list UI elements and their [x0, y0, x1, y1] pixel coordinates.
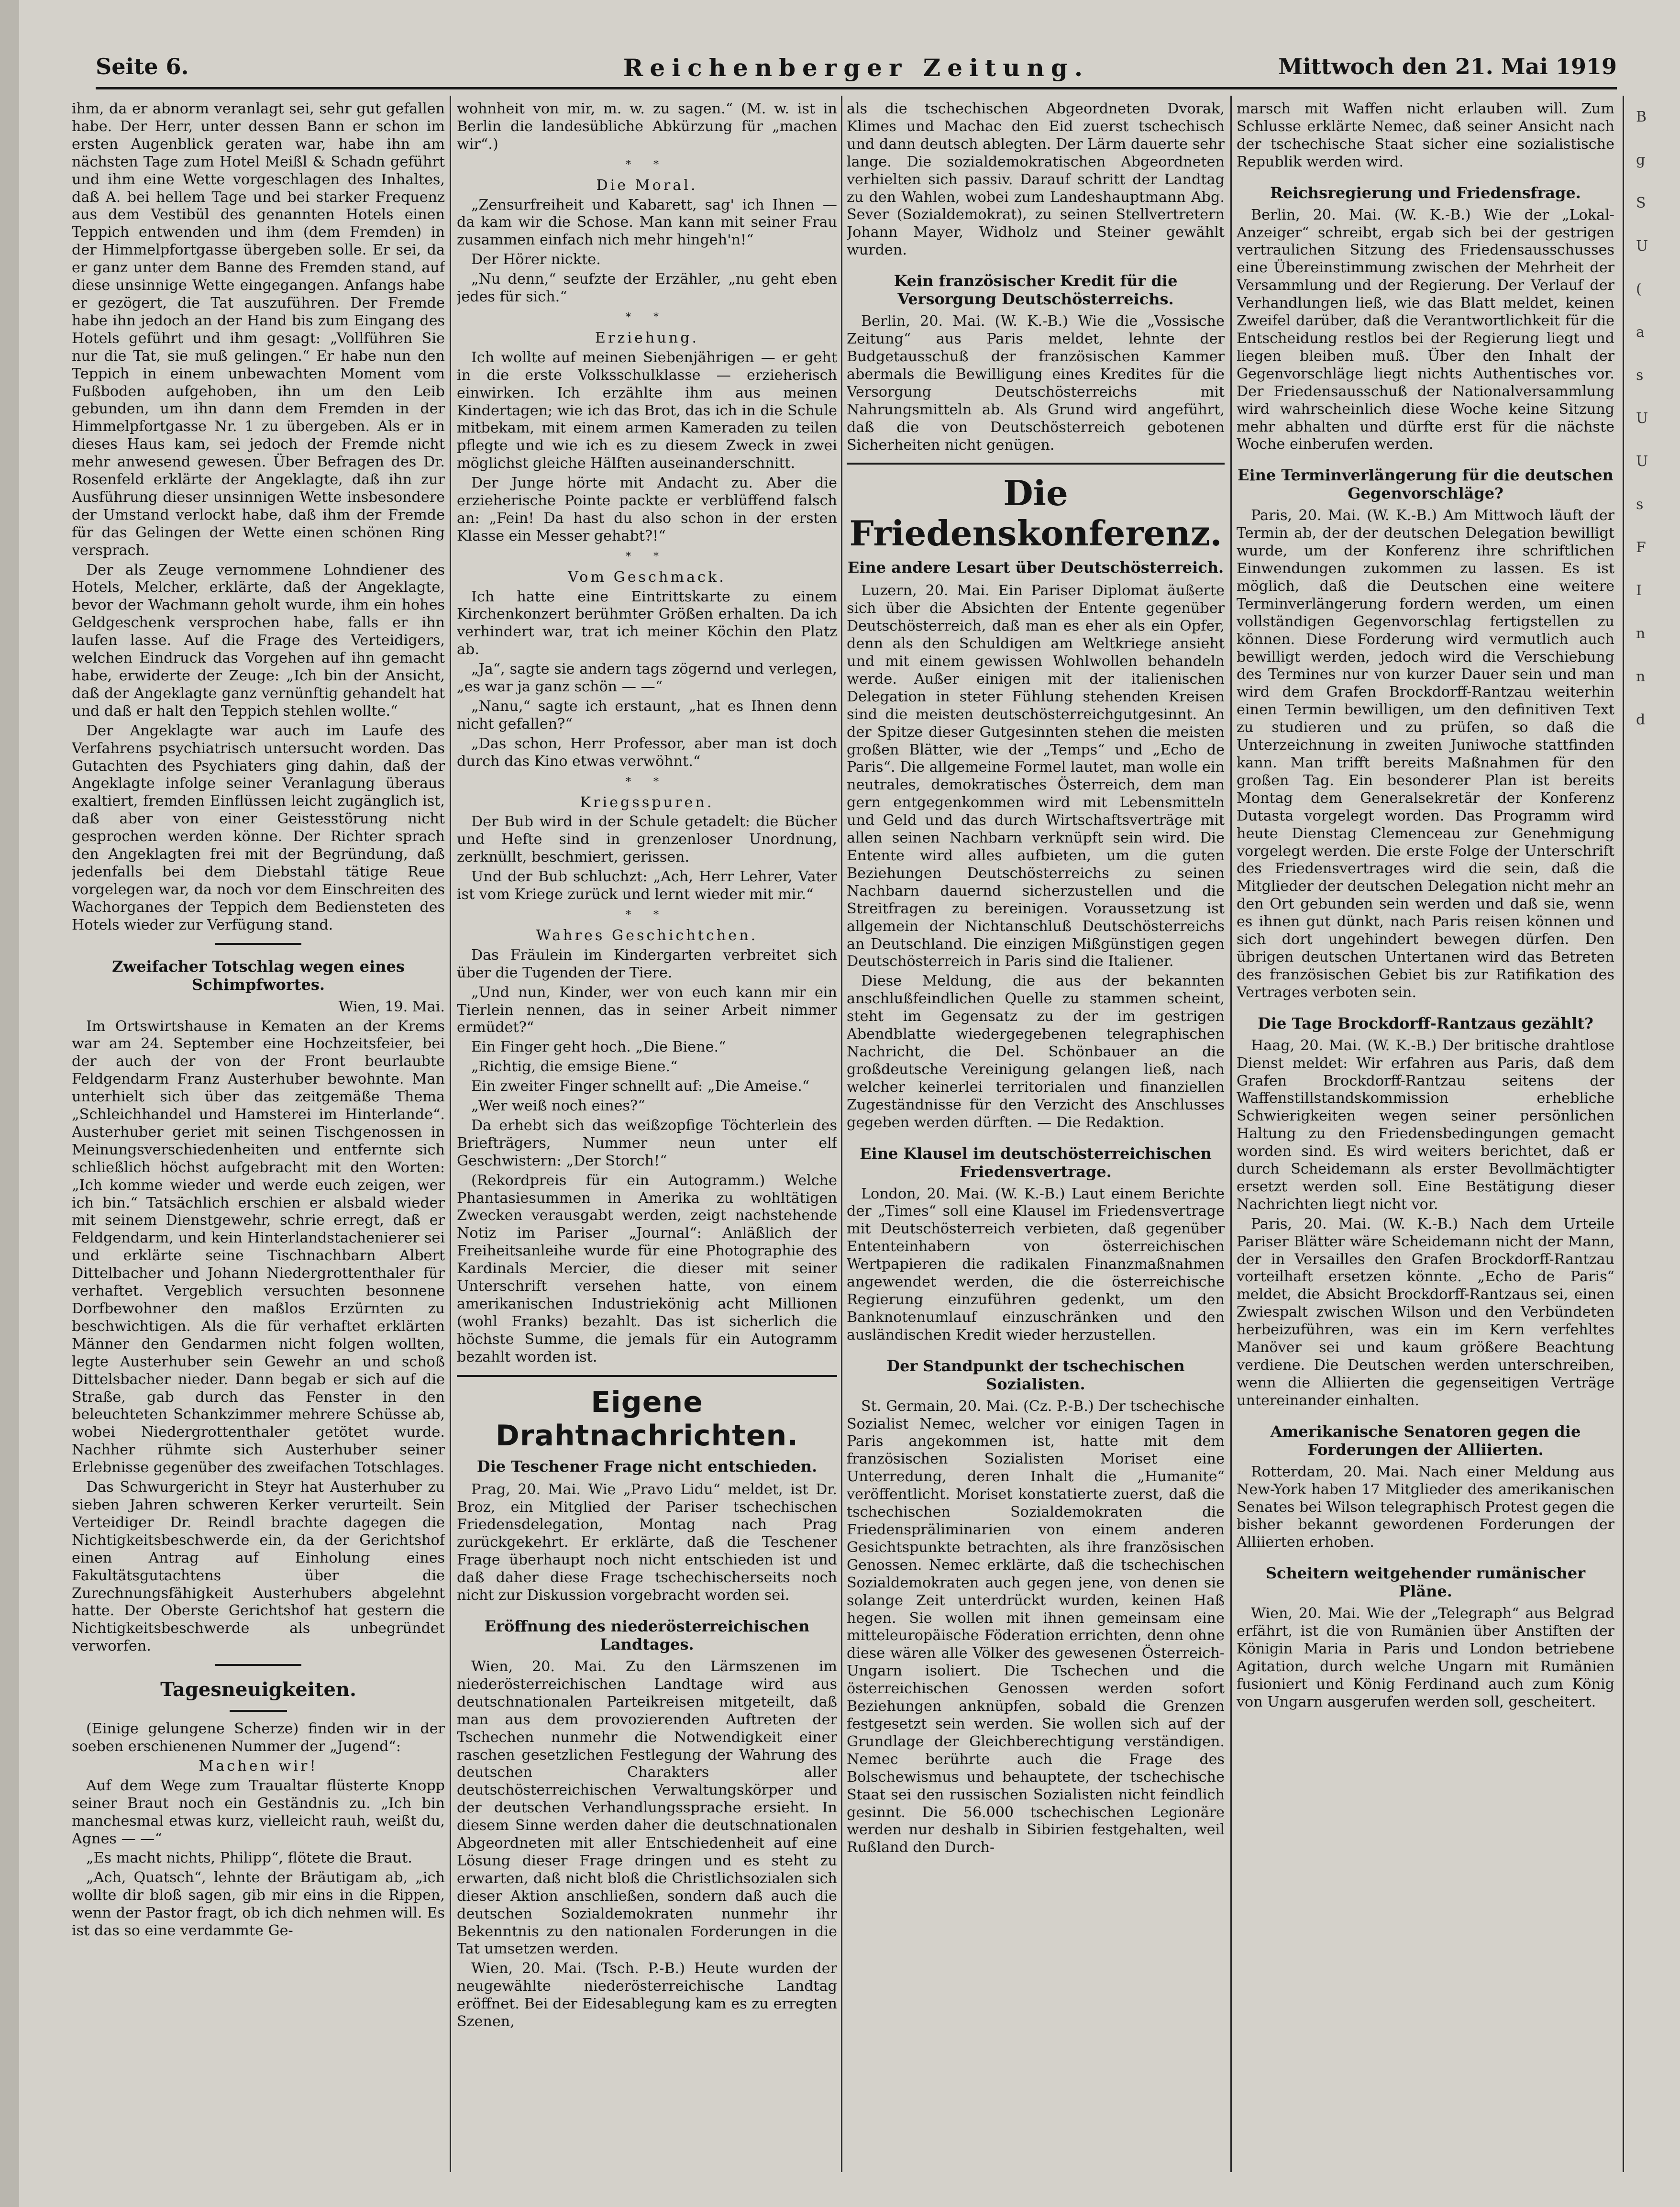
article-paragraph: Wien, 20. Mai. (Tsch. P.-B.) Heute wurden der neugewählte niederösterreichische Landtag eröffnet. Bei der Eidesablegung kam es zu erregten Szenen, — [457, 1960, 837, 2030]
article-paragraph: „Ach, Quatsch“, lehnte der Bräutigam ab, „ich wollte dir bloß sagen, gib mir eins in die Rippen, wenn der Pastor fragt, ob ich dich nehmen will. Es ist das so eine verdammte Ge- — [72, 1869, 445, 1940]
article-paragraph: Der Hörer nickte. — [471, 251, 601, 268]
column-rule — [841, 96, 842, 2172]
fragment-letter: S — [1636, 195, 1646, 211]
article-paragraph: Und der Bub schluchzt: „Ach, Herr Lehrer, Vater ist vom Kriege zurück und lernt wieder mit mir.“ — [457, 868, 837, 903]
article-paragraph: (Rekordpreis für ein Autogramm.) Welche Phantasiesummen in Amerika zu wohltätigen Zwecken verausgabt werden, zeigt nachstehende Notiz im Pariser „Journal“: Anläßlich der Freiheitsanleihe wurde für eine Photographie des Kardinals Mercier, die dieser mit seiner Unterschrift versehen hatte, von einem amerikanischen Industriekönig acht Millionen (wohl Franks) bezahlt. Das ist sicherlich die höchste Summe, die jemals für ein Autogramm bezahlt worden ist. — [457, 1172, 837, 1365]
article-headline: Die Teschener Frage nicht entschieden. — [476, 1457, 818, 1475]
article-paragraph: „Nanu,“ sagte ich erstaunt, „hat es Ihnen denn nicht gefallen?“ — [457, 698, 837, 732]
separator-stars: * * — [626, 550, 668, 563]
subheading: Vom Geschmack. — [568, 568, 726, 586]
article-paragraph: Der als Zeuge vernommene Lohndiener des Hotels, Melcher, erklärte, daß der Angeklagte, bevor der Wachmann geholt wurde, ihm ein hohes Geldgeschenk versprochen habe, falls er ihn laufen lasse. Auf die Frage des Verteidigers, welchen Eindruck das Vorgehen auf ihn gemacht habe, erwiderte der Zeuge: „Ich bin der Ansicht, daß der Angeklagte ganz vernünftig gehandelt hat und daß er halt den Teppich stehlen wollte.“ — [72, 561, 445, 720]
separator-stars: * * — [626, 909, 668, 921]
article-paragraph: Das Fräulein im Kindergarten verbreitet sich über die Tugenden der Tiere. — [457, 946, 837, 981]
article-paragraph: Da erhebt sich das weißzopfige Töchterlein des Briefträgers, Nummer neun unter elf Geschwistern: „Der Storch!“ — [457, 1117, 837, 1169]
article-headline: Eröffnung des niederösterreichischen Landtages. — [484, 1617, 810, 1653]
article-paragraph: „Wer weiß noch eines?“ — [471, 1098, 645, 1115]
section-headline: Tagesneuigkeiten. — [160, 1678, 356, 1701]
separator-stars: * * — [626, 311, 668, 323]
article-paragraph: Der Bub wird in der Schule getadelt: die Bücher und Hefte sind in grenzenloser Unordnung, zerknüllt, beschmiert, gerissen. — [457, 813, 837, 866]
article-paragraph: marsch mit Waffen nicht erlauben will. Zum Schlusse erklärte Nemec, daß seiner Ansicht nach der tschechische Staat sicher eine sozialistische Republik werden wird. — [1237, 100, 1614, 170]
article-headline: Scheitern weitgehender rumänischer Pläne. — [1265, 1564, 1586, 1601]
fragment-letter: n — [1636, 625, 1646, 642]
subheading: Kriegsspuren. — [580, 794, 714, 811]
article-paragraph: ihm, da er abnorm veranlagt sei, sehr gut gefallen habe. Der Herr, unter dessen Bann er schon im ersten Augenblick geraten war, habe ihn am nächsten Tage zum Hotel Meißl & Schadn geführt und ihm eine Wette vorgeschlagen des Inhaltes, daß A. bei hellem Tage und bei starker Frequenz aus dem Vestibül des genannten Hotels einen Teppich entwenden und ihm (dem Fremden) in der Himmelpfortgasse übergeben solle. Er sei, da er ganz unter dem Banne des Fremden stand, auf diese unsinnige Wette eingegangen. Anfangs habe er gezögert, die Tat auszuführen. Der Fremde habe ihn jedoch an der Hand bis zum Eingang des Hotels geführt und ihm gesagt: „Vollführen Sie nur die Tat, sie muß gelingen.“ Er habe nun den Teppich in einem unbewachten Moment vom Fußboden aufgehoben, ihn um den Leib gebunden, um ihn dann dem Fremden in der Himmelpfortgasse Nr. 1 zu übergeben. Als er in dieses Haus kam, sei jedoch der Fremde nicht mehr anwesend gewesen. Über Befragen des Dr. Rosenfeld erklärte der Angeklagte, daß ihn zur Ausführung dieser unsinnigen Wette insbesondere der Umstand verlockt habe, daß ihm der Fremde für das Gelingen der Wette einen schönen Ring versprach. — [72, 100, 445, 559]
column-rule — [1230, 96, 1232, 2172]
article-paragraph: Auf dem Wege zum Traualtar flüsterte Knopp seiner Braut noch ein Geständnis zu. „Ich bin manchesmal etwas kurz, vielleicht rauh, weißt du, Agnes — —“ — [72, 1777, 445, 1847]
article-headline: Die Tage Brockdorff-Rantzaus gezählt? — [1258, 1014, 1593, 1032]
section-headline: Die Friedenskonferenz. — [849, 473, 1222, 554]
article-paragraph: Diese Meldung, die aus der bekannten anschlußfeindlichen Quelle zu stammen scheint, steht im Gegensatz zu der im gestrigen Abendblatte wiedergegebenen telegraphischen Nachricht, die Del. Schönbauer an die großdeutsche Vereinigung gelangen ließ, nach welcher keinerlei territorialen und finanziellen Zugeständnisse für den Verzicht des Anschlusses gegeben werden dürften. — Die Redaktion. — [847, 973, 1225, 1131]
fragment-letter: B — [1636, 109, 1647, 125]
article-paragraph: Der Angeklagte war auch im Laufe des Verfahrens psychiatrisch untersucht worden. Das Gutachten des Psychiaters ging dahin, daß der Angeklagte infolge seiner Veranlagung überaus exaltiert, fremden Einflüssen leicht zugänglich ist, daß aber von einer Geistesstörung nicht gesprochen werden könne. Der Richter sprach den Angeklagten frei mit der Begründung, daß jedenfalls bei dem Diebstahl tätige Reue vorgelegen war, da noch vor dem Einschreiten des Wachorganes der Teppich dem Bediensteten des Hotels wieder zur Verfügung stand. — [72, 722, 445, 933]
dateline: Wien, 19. Mai. — [338, 998, 445, 1015]
section-headline: Eigene Drahtnachrichten. — [495, 1385, 799, 1453]
fragment-letter: U — [1636, 453, 1648, 470]
article-headline: Amerikanische Senatoren gegen die Forderungen der Alliierten. — [1270, 1422, 1581, 1459]
fragment-letter: s — [1636, 367, 1644, 384]
column-3 — [847, 100, 1225, 2172]
separator — [215, 1664, 301, 1666]
fragment-letter: g — [1636, 152, 1646, 168]
page-header — [96, 54, 1617, 89]
article-paragraph: Paris, 20. Mai. (W. K.-B.) Am Mittwoch läuft der Termin ab, der der deutschen Delegation bewilligt wurde, um der Konferenz ihre schriftlichen Einwendungen zukommen zu lassen. Es ist möglich, daß die Deutschen eine weitere Terminverlängerung fordern werden, um einen vollständigen Gegenvorschlag fertigstellen zu können. Diese Forderung wird vermutlich auch bewilligt werden, jedoch wird die Verschiebung des Termines nur von kurzer Dauer sein und man wird dem Grafen Brockdorff-Rantzau weiterhin einen Termin bewilligen, um den definitiven Text zu studieren und zu prüfen, so daß die Unterzeichnung in zweiten Juniwoche stattfinden kann. Man trifft bereits Maßnahmen für den großen Tag. Ein besonderer Plan ist bereits Montag dem Generalsekretär der Konferenz Dutasta vorgelegt worden. Das Programm wird heute Dienstag Clemenceau zur Genehmigung vorgelegt werden. Die erste Folge der Unterschrift des Friedensvertrages wird die sein, daß die Mitglieder der deutschen Delegation nicht mehr an den Ort gebunden sein werden und daß sie, wenn es ihnen gut dünkt, nach Paris reisen können und sich dort ungehindert bewegen dürfen. Den übrigen deutschen Untertanen wird das Betreten des französischen Gebiet bis zur Ratifikation des Vertrages verboten sein. — [1237, 507, 1614, 1001]
article-headline: Eine Klausel im deutschösterreichischen Friedensvertrage. — [860, 1144, 1212, 1181]
article-paragraph: Prag, 20. Mai. Wie „Pravo Lidu“ meldet, ist Dr. Broz, ein Mitglied der Pariser tschechischen Friedensdelegation, Montag nach Prag zurückgekehrt. Er erklärte, daß die Teschener Frage überhaupt noch nicht entschieden ist und daß daher diese Frage tschechischerseits noch nicht zur Diskussion vorgebracht worden sei. — [457, 1481, 837, 1604]
article-paragraph: „Richtig, die emsige Biene.“ — [471, 1058, 678, 1076]
article-paragraph: „Zensurfreiheit und Kabarett, sag' ich Ihnen — da kam wir die Schose. Man kann mit seiner Frau zusammen einfach nich mehr hingeh'n!“ — [457, 196, 837, 249]
column-2 — [457, 100, 837, 2172]
column-4 — [1237, 100, 1614, 2172]
fragment-letter: F — [1636, 539, 1646, 556]
article-paragraph: Wien, 20. Mai. Wie der „Telegraph“ aus Belgrad erfährt, ist die von Rumänien über Anstiften der Königin Maria in Paris und London betriebene Agitation, durch welche Ungarn mit Rumänien fusioniert und König Ferdinand auch zum König von Ungarn ausgerufen werden soll, gescheitert. — [1237, 1605, 1614, 1710]
article-paragraph: Ein Finger geht hoch. „Die Biene.“ — [471, 1039, 726, 1056]
article-paragraph: Luzern, 20. Mai. Ein Pariser Diplomat äußerte sich über die Absichten der Entente gegenüber Deutschösterreich, daß man es eher als ein Opfer, denn als den Schuldigen am Weltkriege ansieht und mit einem gewissen Wohlwollen behandeln werde. Außer einigen mit der italienischen Delegation in steter Fühlung stehenden Kreisen sind die meisten deutschösterreichgutgesinnt. An der Spitze dieser Gutgesinnten stehen die meisten großen Blätter, wie der „Temps“ und „Echo de Paris“. Die allgemeine Formel lautet, man wolle ein neutrales, demokratisches Österreich, dem man gern entgegenkommen wird mit Lebensmitteln und Geld und das durch Wirtschaftsverträge mit allen seinen Nachbarn verknüpft sein wird. Die Entente wird alles aufbieten, um die guten Beziehungen Deutschösterreichs zu seinen Nachbarn dauernd sicherzustellen und die Streitfragen zu bereinigen. Voraussetzung ist allgemein der Nichtanschluß Deutschösterreichs an Deutschland. Die einzigen Mißgünstigen gegen Deutschösterreich in Paris sind die Italiener. — [847, 582, 1225, 970]
article-paragraph: London, 20. Mai. (W. K.-B.) Laut einem Berichte der „Times“ soll eine Klausel im Friedensvertrage mit Deutschösterreich verbieten, daß gegenüber Ententeinhabern von österreichischen Wertpapieren die radikalen Finanzmaßnahmen angewendet werden, die die österreichische Regierung einzuführen gedenkt, um den Banknotenumlauf einzuschränken und den ausländischen Kredit wieder herzustellen. — [847, 1185, 1225, 1343]
article-paragraph: wohnheit von mir, m. w. zu sagen.“ (M. w. ist in Berlin die landesübliche Abkürzung für „machen wir“.) — [457, 100, 837, 153]
fragment-letter: I — [1636, 582, 1642, 599]
fragment-letter: U — [1636, 238, 1648, 255]
adjacent-page-fragment — [1636, 96, 1679, 2153]
subheading: Erziehung. — [595, 329, 699, 346]
article-paragraph: Der Junge hörte mit Andacht zu. Aber die erzieherische Pointe packte er verblüffend falsch an: „Fein! Da hast du also schon in der ersten Klasse ein Messer gehabt?!“ — [457, 475, 837, 544]
fragment-letter: a — [1636, 324, 1645, 341]
article-headline: Eine Terminverlängerung für die deutschen Gegenvorschläge? — [1238, 466, 1614, 503]
fragment-letter: n — [1636, 668, 1646, 685]
article-headline: Eine andere Lesart über Deutschösterreich. — [847, 558, 1224, 577]
article-headline: Der Standpunkt der tschechischen Sozialisten. — [886, 1356, 1185, 1393]
subheading: Machen wir! — [199, 1757, 318, 1774]
article-paragraph: „Und nun, Kinder, wer von euch kann mir ein Tierlein nennen, das in seiner Arbeit nimmer ermüdet?“ — [457, 984, 837, 1036]
fragment-letter: ( — [1636, 281, 1642, 298]
article-paragraph: Paris, 20. Mai. (W. K.-B.) Nach dem Urteile Pariser Blätter wäre Scheidemann nicht der Mann, der in Versailles den Grafen Brockdorff-Rantzau vorteilhaft ersetzen könnte. „Echo de Paris“ meldet, die Absicht Brockdorff-Rantzaus sei, einen Zwiespalt zwischen Wilson und den Verbündeten herbeizuführen, was ein im Kern verfehltes Manöver sei und kaum größere Beachtung verdiene. Die Deutschen werden unterschreiben, wenn die Alliierten die gegenseitigen Verträge untereinander einhalten. — [1237, 1215, 1614, 1409]
subheading: Die Moral. — [596, 177, 698, 194]
column-rule — [1623, 96, 1624, 2172]
article-paragraph: Berlin, 20. Mai. (W. K.-B.) Wie die „Vossische Zeitung“ aus Paris meldet, lehnte der Budgetausschuß der französischen Kammer abermals die Bewilligung eines Kredites für die Versorgung Deutschösterreichs mit Nahrungsmitteln ab. Als Grund wird angeführt, daß die von Deutschösterreich gebotenen Sicherheiten nicht genügen. — [847, 313, 1225, 454]
page-edge — [0, 0, 19, 2207]
issue-date: Mittwoch den 21. Mai 1919 — [1278, 54, 1617, 79]
fragment-letter: U — [1636, 410, 1648, 427]
separator-stars: * * — [626, 158, 668, 171]
article-paragraph: „Ja“, sagte sie andern tags zögernd und verlegen, „es war ja ganz schön — —“ — [457, 661, 837, 696]
column-rule — [450, 96, 451, 2172]
article-paragraph: Im Ortswirtshause in Kematen an der Krems war am 24. September eine Hochzeitsfeier, bei der auch der von der Front beurlaubte Feldgendarm Franz Austerhuber bewohnte. Man unterhielt sich über das zeitgemäße Thema „Schleichhandel und Hamsterei im Hinterlande“. Austerhuber geriet mit seinen Tischgenossen in Meinungsverschiedenheiten und entfernte sich schließlich höchst aufgebracht mit den Worten: „Ich komme wieder und werde euch zeigen, wer ich bin.“ Tatsächlich erschien er alsbald wieder mit seinem Dienstgewehr, schrie erregt, daß er Feldgendarm, und kein Hinterlandstachenierer sei und erklärte seine Tischnachbarn Albert Dittelbacher und Johann Niedergrottenthaler für verhaftet. Vergeblich versuchten besonnene Dorfbewohner den maßlos Erzürnten zu beschwichtigen. Als die für verhaftet erklärten Männer den Gendarmen nicht folgen wollten, legte Austerhuber sein Gewehr an und schoß Dittelsbacher nieder. Dann begab er sich auf die Straße, gab durch das Fenster in den beleuchteten Schankzimmer mehrere Schüsse ab, wobei Niedergrottenthaler getötet wurde. Nachher rühmte sich Austerhuber seiner Erlebnisse gegenüber des zweifachen Totschlages. — [72, 1018, 445, 1476]
article-paragraph: Berlin, 20. Mai. (W. K.-B.) Wie der „Lokal-Anzeiger“ schreibt, ergab sich bei der gestrigen vertraulichen Sitzung des Friedensausschusses eine Übereinstimmung zwischen der Mehrheit der Versammlung und der Regierung. Der Verlauf der Verhandlungen ließ, wie das Blatt meldet, keinen Zweifel darüber, daß die Verantwortlichkeit für die Entscheidung restlos bei der Regierung liegt und liegen bleiben muß. Über den Inhalt der Gegenvorschläge liegt nichts Authentisches vor. Der Friedensausschuß der Nationalversammlung wird wahrscheinlich diese Woche keine Sitzung mehr abhalten und dürfte erst für die nächste Woche einberufen werden. — [1237, 206, 1614, 453]
article-headline: Reichsregierung und Friedensfrage. — [1270, 183, 1581, 202]
article-paragraph: Ich wollte auf meinen Siebenjährigen — er geht in die erste Volksschulklasse — erzieherisch einwirken. Ich erzählte ihm aus meinen Kindertagen; wie ich das Brot, das ich in die Schule mitbekam, mit einem armen Kameraden zu teilen pflegte und wie ich es zu diesem Zweck in zwei möglichst gleiche Hälften auseinanderschnitt. — [457, 349, 837, 472]
newspaper-title: Reichenberger Zeitung. — [623, 54, 1090, 82]
article-headline: Zweifacher Totschlag wegen eines Schimpfwortes. — [112, 957, 405, 994]
page-number: Seite 6. — [96, 54, 189, 79]
fragment-letter: d — [1636, 711, 1646, 728]
article-paragraph: „Nu denn,“ seufzte der Erzähler, „nu geht eben jedes für sich.“ — [457, 271, 837, 306]
separator-stars: * * — [626, 776, 668, 788]
separator — [215, 943, 301, 945]
separator — [230, 1710, 287, 1712]
article-paragraph: „Das schon, Herr Professor, aber man ist doch durch das Kino etwas verwöhnt.“ — [457, 735, 837, 770]
subheading: Wahres Geschichtchen. — [536, 927, 758, 944]
article-headline: Kein französischer Kredit für die Versorgung Deutschösterreichs. — [894, 272, 1178, 309]
article-paragraph: (Einige gelungene Scherze) finden wir in der soeben erschienenen Nummer der „Jugend“: — [72, 1720, 445, 1755]
article-paragraph: Rotterdam, 20. Mai. Nach einer Meldung aus New-York haben 17 Mitglieder des amerikanischen Senates bei Wilson telegraphisch Protest gegen die bisher bekannt gewordenen Forderungen der Alliierten erhoben. — [1237, 1463, 1614, 1551]
article-paragraph: als die tschechischen Abgeordneten Dvorak, Klimes und Machac den Eid zuerst tschechisch und dann deutsch ablegten. Der Lärm dauerte sehr lange. Die sozialdemokratischen Abgeordneten verhielten sich passiv. Darauf schritt der Landtag zu den Wahlen, wobei zum Landeshauptmann Abg. Sever (Sozialdemokrat), zu seinen Stellvertretern Johann Mayer, Widholz und Steiner gewählt wurden. — [847, 100, 1225, 259]
article-paragraph: Wien, 20. Mai. Zu den Lärmszenen im niederösterreichischen Landtage wird aus deutschnationalen Parteikreisen mitgeteilt, daß man aus dem provozierenden Auftreten der Tschechen nunmehr die Notwendigkeit einer raschen gesetzlichen Festlegung der Wahrung des deutschen Charakters aller deutschösterreichischen Verwaltungskörper und der deutschen Verhandlungssprache ersieht. In diesem Sinne werden daher die deutschnationalen Abgeordneten mit aller Entschiedenheit auf eine Lösung dieser Frage dringen und es steht zu erwarten, daß nicht bloß die Christlichsozialen sich dieser Aktion anschließen, sondern daß auch die deutschen Sozialdemokraten nunmehr ihr Bekenntnis zu den nationalen Forderungen in die Tat umsetzen werden. — [457, 1658, 837, 1958]
separator — [847, 463, 1225, 465]
column-1 — [72, 100, 445, 2172]
article-paragraph: „Es macht nichts, Philipp“, flötete die Braut. — [86, 1850, 412, 1867]
fragment-letter: s — [1636, 496, 1644, 513]
article-paragraph: Ich hatte eine Eintrittskarte zu einem Kirchenkonzert berühmter Größen erhalten. Da ich verhindert war, trat ich meiner Köchin den Platz ab. — [457, 588, 837, 658]
article-paragraph: Haag, 20. Mai. (W. K.-B.) Der britische drahtlose Dienst meldet: Wir erfahren aus Paris, daß dem Grafen Brockdorff-Rantzau seitens der Waffenstillstandskommission erhebliche Schwierigkeiten wegen seiner persönlichen Haltung zu den Friedensbedingungen gemacht worden sind. Es wird weiters berichtet, daß er durch Scheidemann als erster Bevollmächtigter ersetzt werden soll. Eine Bestätigung dieser Nachrichten liegt nicht vor. — [1237, 1037, 1614, 1213]
article-paragraph: Das Schwurgericht in Steyr hat Austerhuber zu sieben Jahren schweren Kerker verurteilt. Sein Verteidiger Dr. Reindl brachte dagegen die Nichtigkeitsbeschwerde ein, da der Gerichtshof einen Antrag auf Einholung eines Fakultätsgutachtens über die Zurechnungsfähigkeit Austerhubers abgelehnt hatte. Der Oberste Gerichtshof hat gestern die Nichtigkeitsbeschwerde als unbegründet verworfen. — [72, 1479, 445, 1655]
article-paragraph: Ein zweiter Finger schnellt auf: „Die Ameise.“ — [471, 1078, 810, 1095]
separator — [457, 1375, 837, 1377]
article-paragraph: St. Germain, 20. Mai. (Cz. P.-B.) Der tschechische Sozialist Nemec, welcher vor einigen Tagen in Paris angekommen ist, hatte mit dem französischen Sozialisten Moriset eine Unterredung, deren Inhalt die „Humanite“ veröffentlicht. Moriset konstatierte zuerst, daß die tschechischen Sozialdemokraten die Friedenspräliminarien von einem anderen Gesichtspunkte betrachten, als ihre französischen Genossen. Nemec erklärte, daß die tschechischen Sozialdemokraten auch gegen jene, von denen sie solange Zeit unterdrückt wurden, keinen Haß hegen. Sie wollen mit ihnen gemeinsam eine mitteleuropäische Föderation errichten, denn ohne diese wären alle Völker des gewesenen Österreich-Ungarn isoliert. Die Tschechen und die österreichischen Genossen werden sofort Beziehungen anknüpfen, sobald die Grenzen festgesetzt sein werden. Sie wollen sich auf der Grundlage der Gleichberechtigung verständigen. Nemec berührte auch die Frage des Bolschewismus und behauptete, der tschechische Staat sei den russischen Sozialisten nicht feindlich gesinnt. Die 56.000 tschechischen Legionäre werden nur deshalb in Sibirien festgehalten, weil Rußland den Durch- — [847, 1397, 1225, 1856]
